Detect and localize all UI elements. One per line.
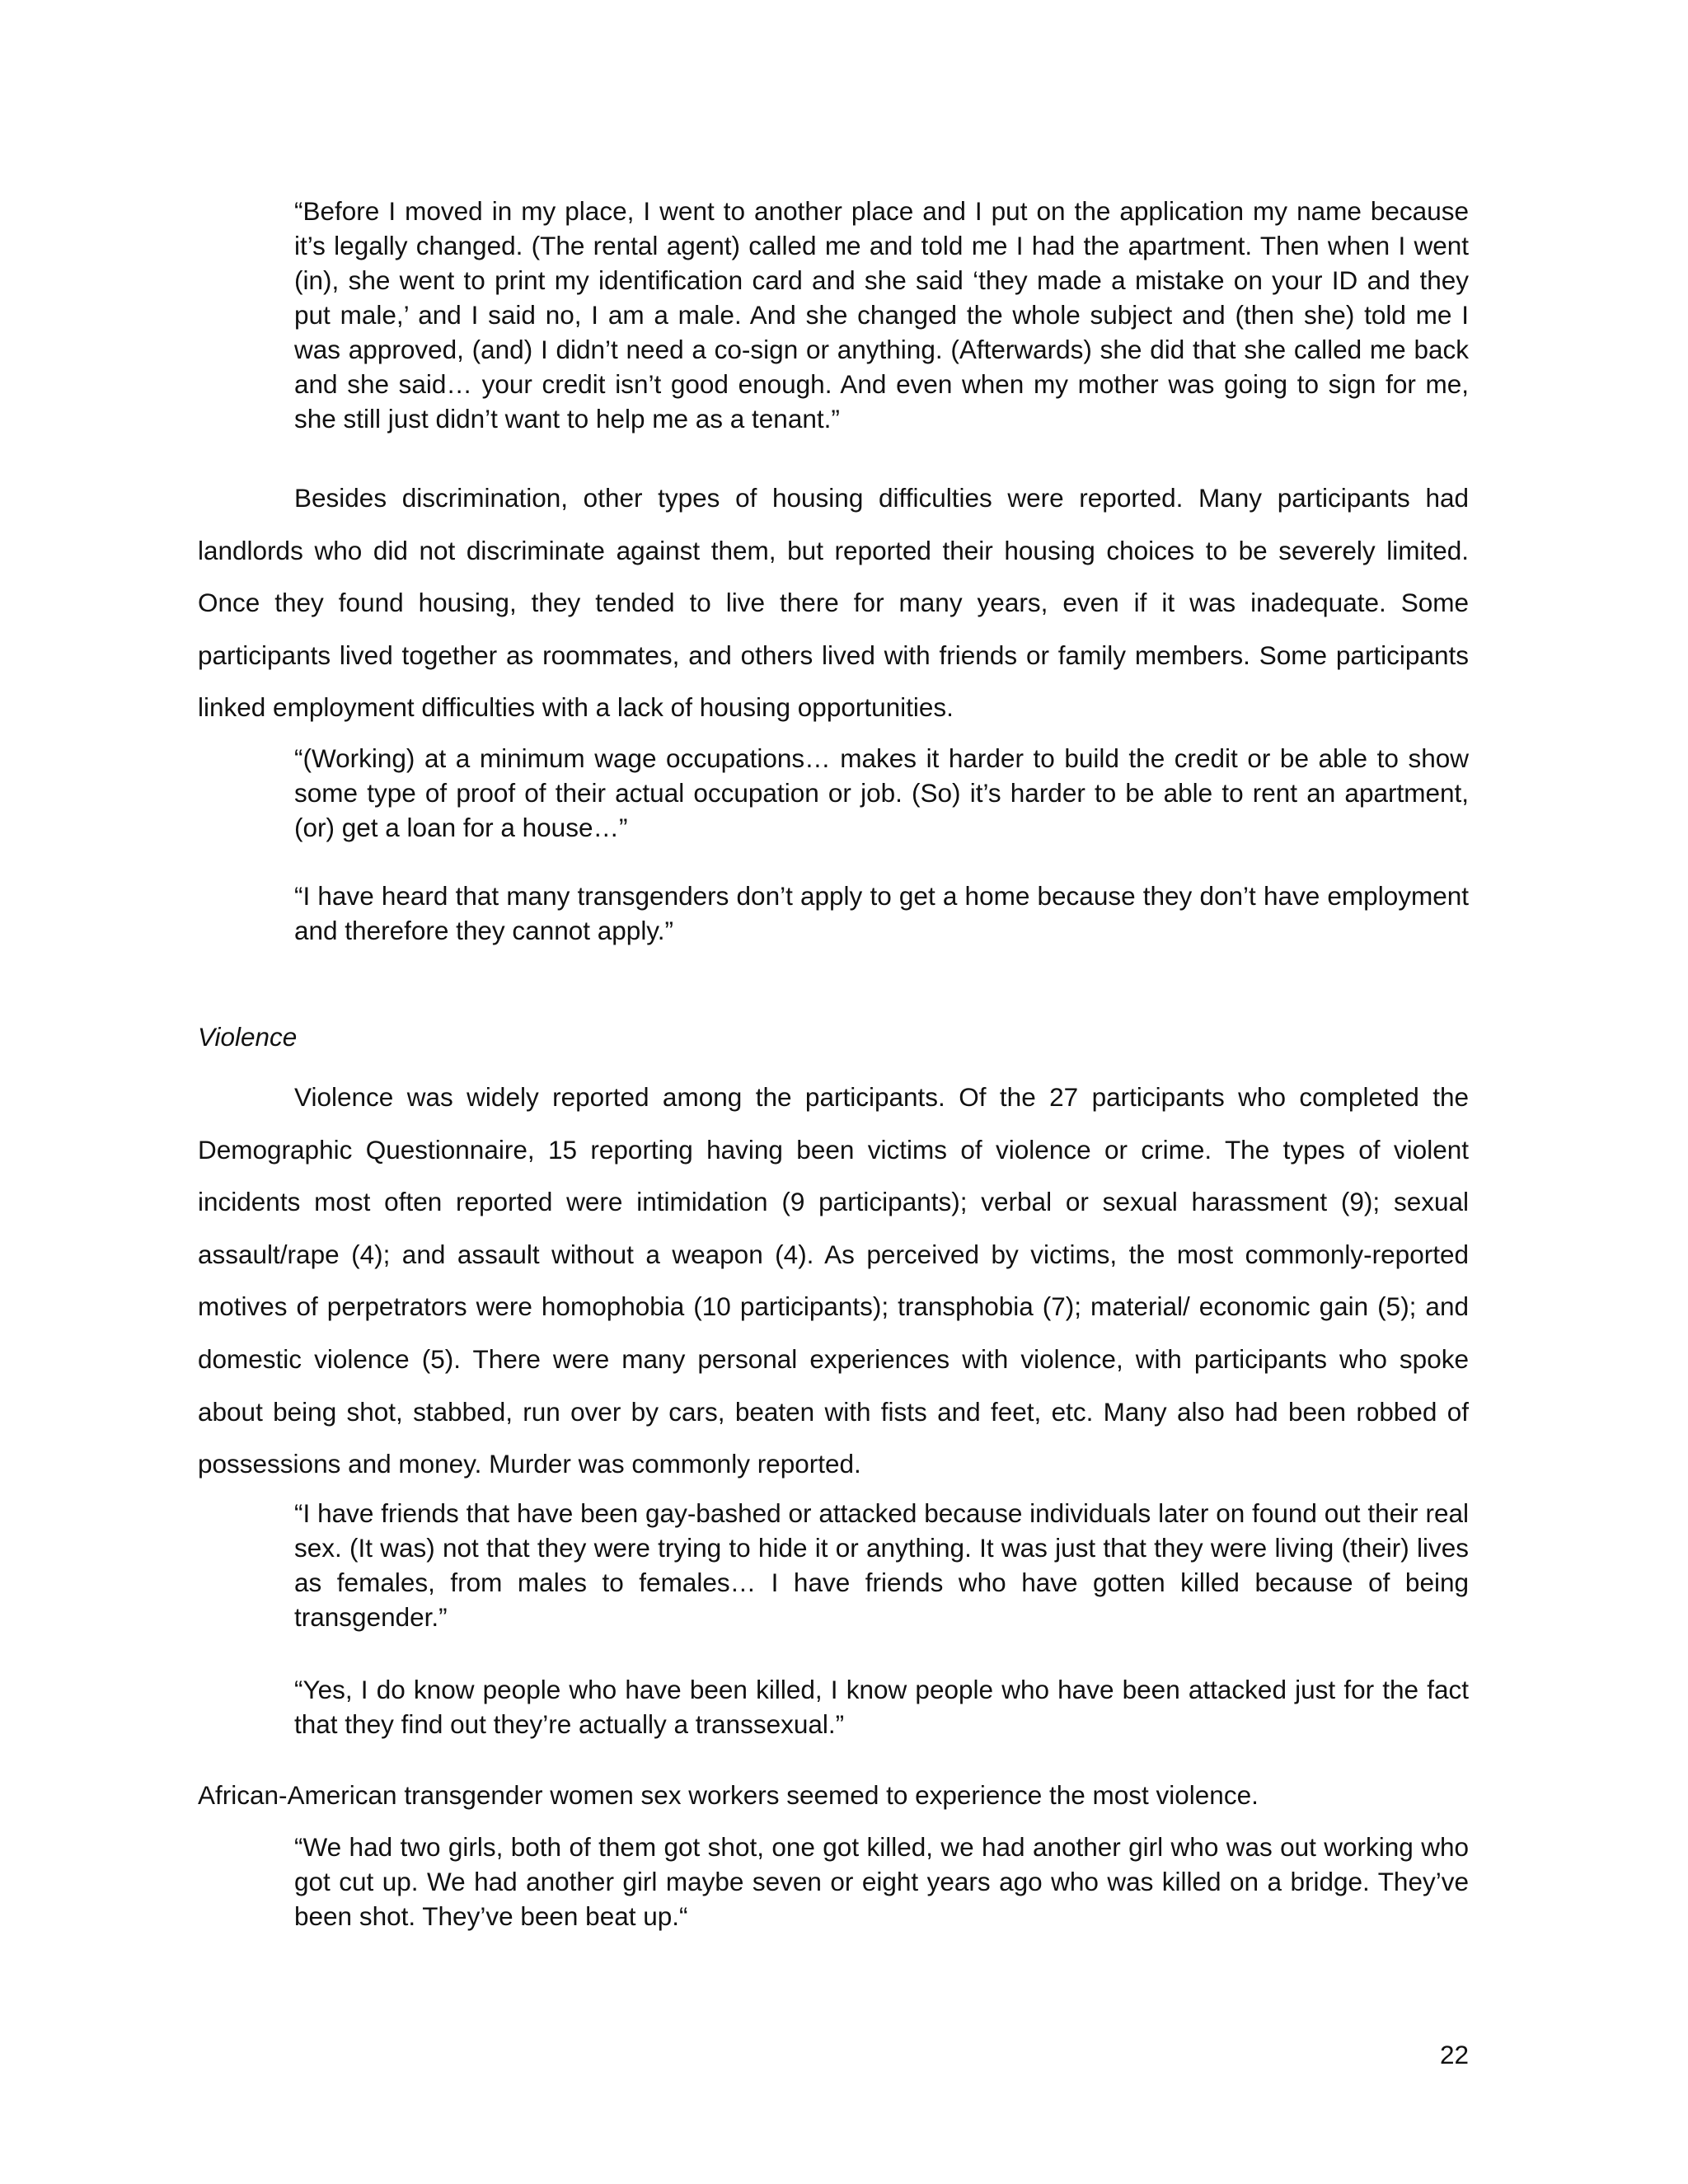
quote-minimum-wage: “(Working) at a minimum wage occupations… makes it harder to build the credit or be able to show some type of proof of their actual occupation or job. (So) it’s harder to be able to rent an apartment, (or) get a loan for a house…” <box>294 743 1469 842</box>
paragraph-sex-workers: African-American transgender women sex workers seemed to experience the most violence. <box>198 1780 1259 1810</box>
quote-gay-bashed: “I have friends that have been gay-bashed or attacked because individuals later on found out their real sex. (It was) not that they were trying to hide it or anything. It was just that they were living (their) lives as females, from males to females… I have friends who have gotten killed because of being transgender.” <box>294 1498 1469 1632</box>
page-number: 22 <box>1439 2040 1469 2069</box>
paragraph-housing-difficulties: Besides discrimination, other types of housing difficulties were reported. Many participants had landlords who did not discriminate against them, but reported their housing choices to be severely limited. Once they found housing, they tended to live there for many years, even if it was inadequate. Some participants lived together as roommates, and others lived with friends or family members. Some participants linked employment difficulties with a lack of housing opportunities. <box>198 483 1469 723</box>
quote-two-girls: “We had two girls, both of them got shot, one got killed, we had another girl who was out working who got cut up. We had another girl maybe seven or eight years ago who was killed on a bridge. They’ve been shot. They’ve been beat up.“ <box>294 1832 1469 1931</box>
quote-transgenders-home: “I have heard that many transgenders don’t apply to get a home because they don’t have employment and therefore they cannot apply.” <box>294 881 1469 945</box>
paragraph-violence: Violence was widely reported among the participants. Of the 27 participants who completed the Demographic Questionnaire, 15 reporting having been victims of violence or crime. The types of violent incidents most often reported were intimidation (9 participants); verbal or sexual harassment (9); sexual assault/rape (4); and assault without a weapon (4). As perceived by victims, the most commonly-reported motives of perpetrators were homophobia (10 participants); transphobia (7); material/ economic gain (5); and domestic violence (5). There were many personal experiences with violence, with participants who spoke about being shot, stabbed, run over by cars, beaten with fists and feet, etc. Many also had been robbed of possessions and money. Murder was commonly reported. <box>198 1082 1469 1479</box>
section-heading-violence: Violence <box>198 1022 298 1052</box>
quote-people-killed: “Yes, I do know people who have been killed, I know people who have been attacked just for the fact that they find out they’re actually a transsexual.” <box>294 1675 1469 1739</box>
quote-rental-agent: “Before I moved in my place, I went to another place and I put on the application my name because it’s legally changed. (The rental agent) called me and told me I had the apartment. Then when I went (in), she went to print my identification card and she said ‘they made a mistake on your ID and they put male,’ and I said no, I am a male. And she changed the whole subject and (then she) told me I was approved, (and) I didn’t need a co-sign or anything. (Afterwards) she did that she called me back and she said… your credit isn’t good enough. And even when my mother was going to sign for me, she still just didn’t want to help me as a tenant.” <box>294 196 1469 434</box>
